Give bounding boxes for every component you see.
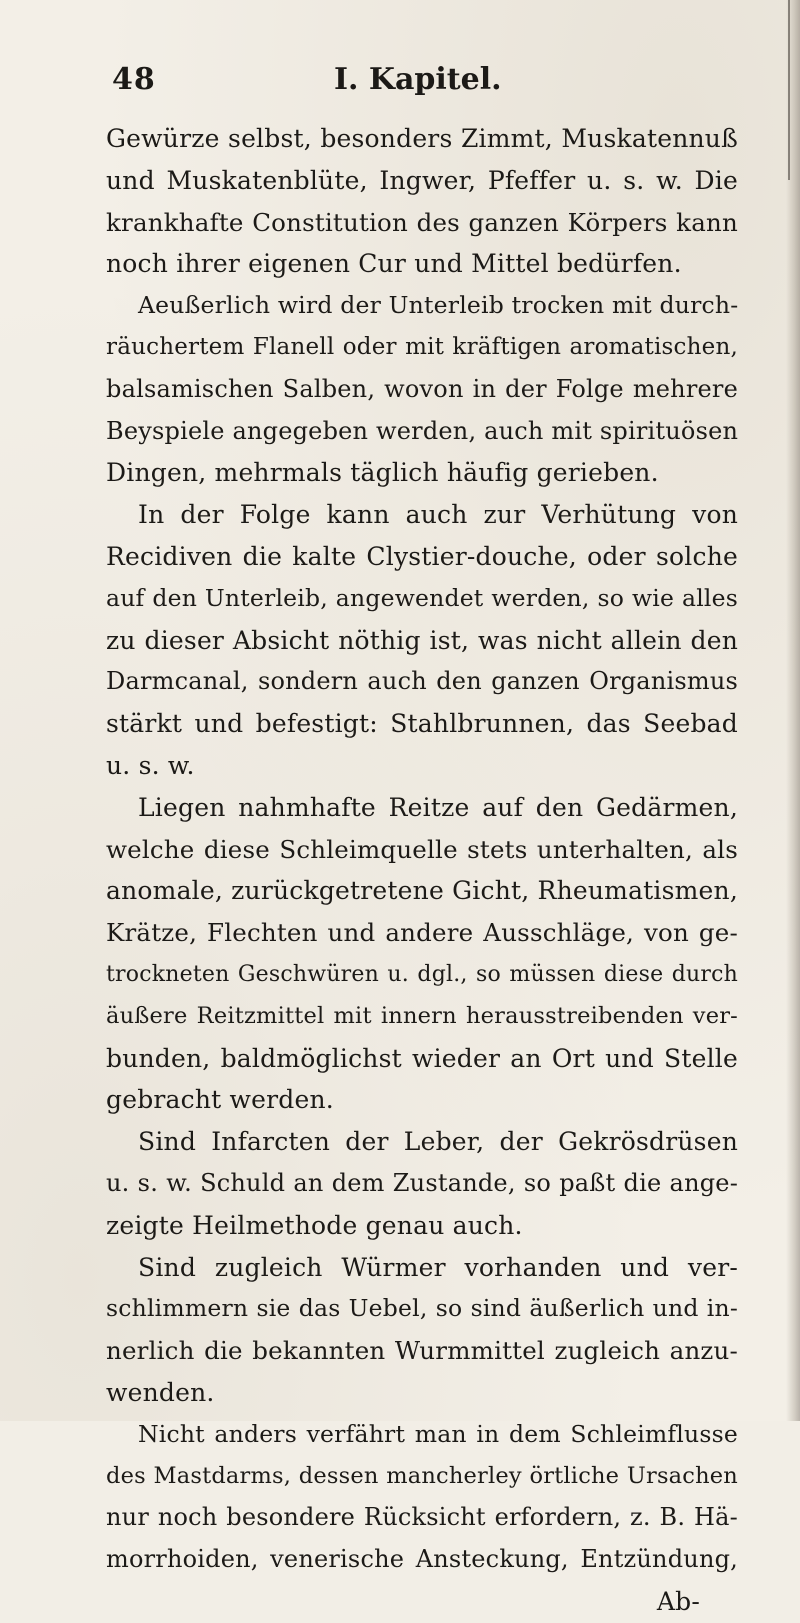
body-text	[106, 118, 738, 1623]
catchword: Ab-	[656, 1586, 700, 1616]
text-line: Sind zugleich Würmer vorhanden und ver-	[138, 1252, 738, 1282]
text-line: des Mastdarms, dessen mancherley örtliche Ursachen	[106, 1462, 738, 1489]
text-line: nur noch besondere Rücksicht erfordern, z. B. Hä-	[106, 1503, 738, 1532]
text-line: schlimmern sie das Uebel, so sind äußerlich und in-	[106, 1294, 738, 1323]
page-number: 48	[112, 62, 156, 97]
text-line: Krätze, Flechten und andere Ausschläge, von ge-	[106, 918, 738, 948]
text-line: bunden, baldmöglichst wieder an Ort und Stelle	[106, 1043, 738, 1073]
page-edge-shadow	[786, 0, 800, 1421]
text-line: Darmcanal, sondern auch den ganzen Organismus	[106, 667, 738, 696]
text-line: Gewürze selbst, besonders Zimmt, Muskatennuß	[106, 124, 738, 153]
text-line: zeigte Heilmethode genau auch.	[106, 1210, 523, 1240]
text-line: krankhafte Constitution des ganzen Körpers kann	[106, 207, 738, 237]
text-line: u. s. w.	[106, 750, 195, 780]
text-line: welche diese Schleimquelle stets unterhalten, als	[106, 834, 738, 864]
text-line: trockneten Geschwüren u. dgl., so müssen diese durch	[106, 961, 738, 987]
text-line: Nicht anders verfährt man in dem Schleimflusse	[138, 1419, 738, 1448]
text-line: noch ihrer eigenen Cur und Mittel bedürfen.	[106, 249, 682, 279]
running-header	[112, 62, 712, 102]
text-line: balsamischen Salben, wovon in der Folge mehrere	[106, 374, 738, 403]
text-line: anomale, zurückgetretene Gicht, Rheumatismen,	[106, 876, 738, 906]
text-line: Beyspiele angegeben werden, auch mit spirituösen	[106, 416, 739, 445]
text-line: In der Folge kann auch zur Verhütung von	[138, 500, 738, 530]
text-line: Liegen nahmhafte Reitze auf den Gedärmen,	[138, 792, 738, 822]
text-line: Aeußerlich wird der Unterleib trocken mit durch-	[138, 291, 739, 320]
text-line: Recidiven die kalte Clystier-douche, oder solche	[106, 541, 738, 571]
text-line: Dingen, mehrmals täglich häufig gerieben.	[106, 458, 659, 488]
text-line: Sind Infarcten der Leber, der Gekrösdrüsen	[138, 1127, 738, 1157]
text-line: räuchertem Flanell oder mit kräftigen aromatischen,	[106, 333, 738, 360]
text-line: auf den Unterleib, angewendet werden, so wie alles	[106, 583, 738, 612]
text-line: und Muskatenblüte, Ingwer, Pfeffer u. s. w. Die	[106, 165, 738, 195]
text-line: äußere Reitzmittel mit innern herausstreibenden ver-	[106, 1002, 738, 1029]
text-line: u. s. w. Schuld an dem Zustande, so paßt die ange-	[106, 1168, 738, 1197]
text-line: nerlich die bekannten Wurmmittel zugleich anzu-	[106, 1336, 738, 1366]
binding-line	[788, 0, 790, 180]
text-line: morrhoiden, venerische Ansteckung, Entzündung,	[106, 1545, 738, 1574]
chapter-heading: I. Kapitel.	[334, 62, 502, 97]
text-line: wenden.	[106, 1377, 215, 1407]
text-line: stärkt und befestigt: Stahlbrunnen, das Seebad	[106, 709, 738, 739]
text-line: zu dieser Absicht nöthig ist, was nicht allein den	[106, 625, 738, 655]
text-line: gebracht werden.	[106, 1085, 334, 1115]
